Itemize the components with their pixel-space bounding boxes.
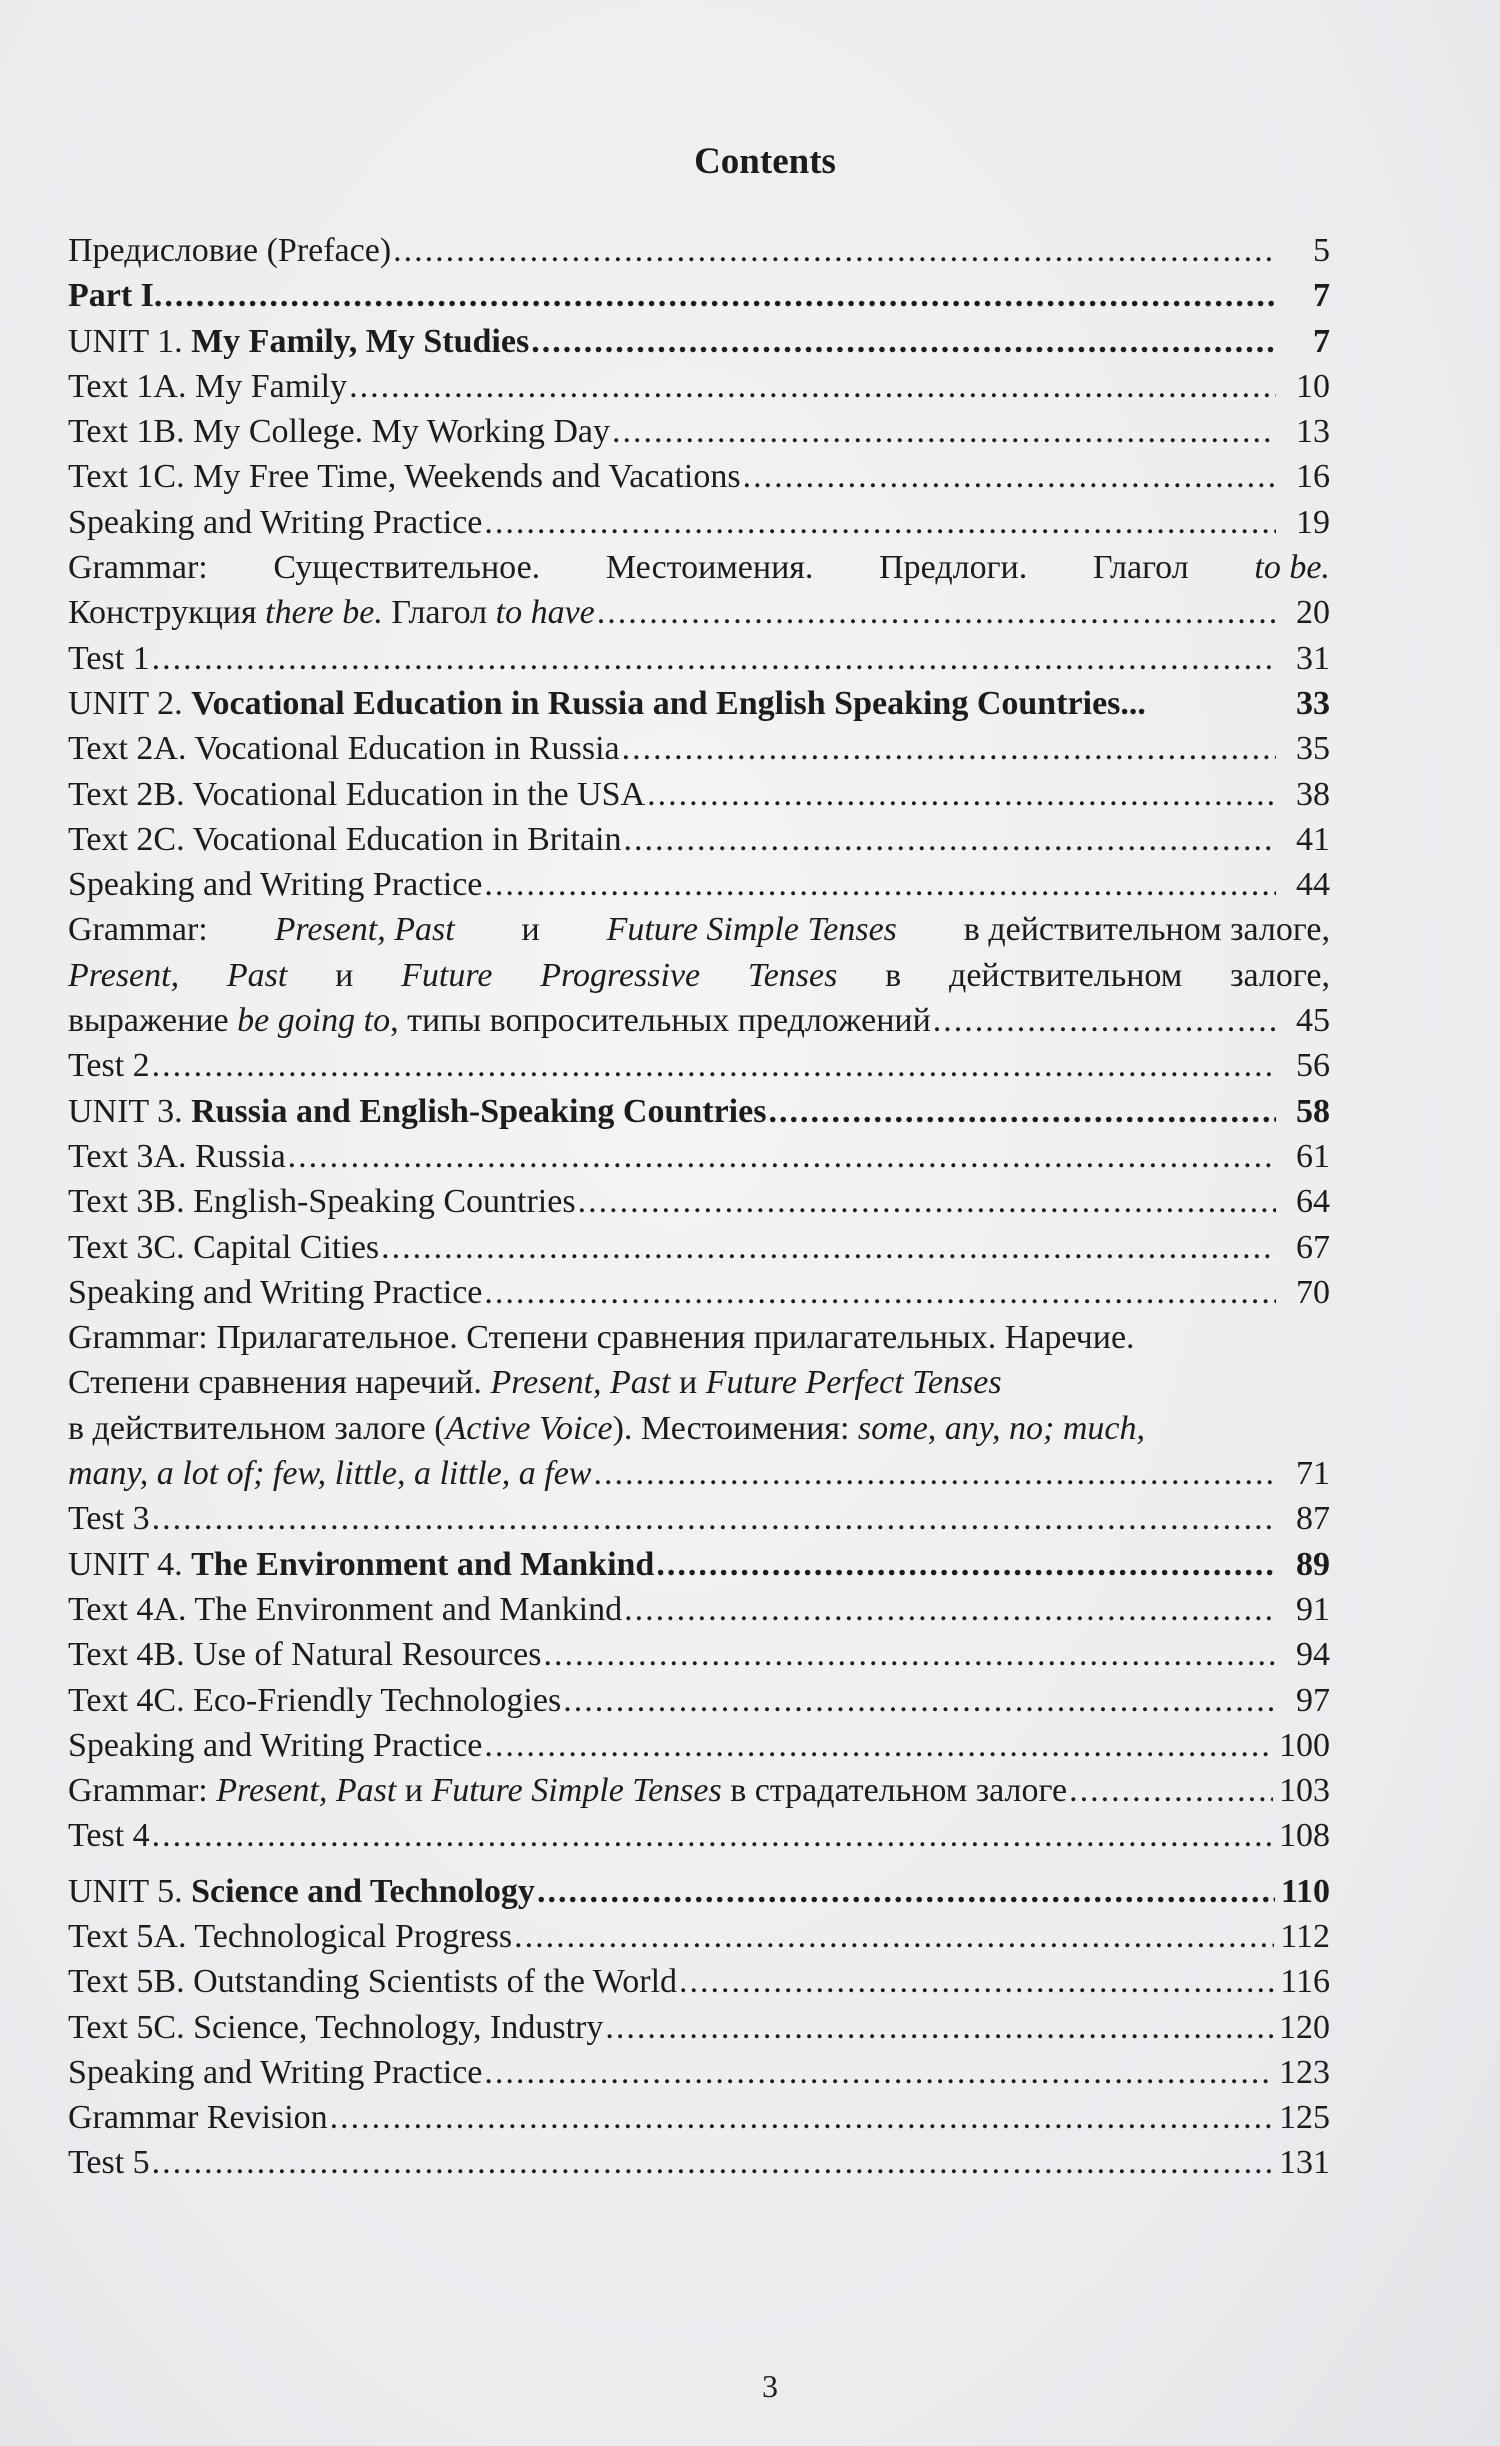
table-of-contents	[68, 228, 1330, 2186]
toc-entry-unit-4[interactable]: UNIT 4. The Environment and Mankind ..... 89	[68, 1542, 1330, 1587]
toc-entry-test-3[interactable]: Test 3 ..... 87	[68, 1496, 1330, 1541]
toc-entry-grammar-4[interactable]: Grammar: Present, Past и Future Simple Tenses в страдательном залоге ..... 103	[68, 1768, 1330, 1813]
toc-entry-text-5a[interactable]: Text 5A. Technological Progress ..... 112	[68, 1914, 1330, 1959]
page-title: Contents	[694, 141, 836, 182]
toc-entry-grammar-2-line3[interactable]: выражение be going to, типы вопросительных предложений ..... 45	[68, 998, 1330, 1043]
toc-entry-unit-5[interactable]: UNIT 5. Science and Technology ..... 110	[68, 1869, 1330, 1914]
toc-entry-speaking-3[interactable]: Speaking and Writing Practice ..... 70	[68, 1270, 1330, 1315]
toc-entry-grammar-3-line1[interactable]: Grammar: Прилагательное. Степени сравнения прилагательных. Наречие.	[68, 1319, 1135, 1357]
toc-entry-text-4a[interactable]: Text 4A. The Environment and Mankind ..... 91	[68, 1587, 1330, 1632]
toc-entry-text-4c[interactable]: Text 4C. Eco-Friendly Technologies ..... 97	[68, 1678, 1330, 1723]
toc-entry-text-1c[interactable]: Text 1C. My Free Time, Weekends and Vacations ..... 16	[68, 454, 1330, 499]
toc-entry-grammar-3-line2[interactable]: Степени сравнения наречий. Present, Past и Future Perfect Tenses	[68, 1364, 1002, 1402]
toc-entry-text-1a[interactable]: Text 1A. My Family ..... 10	[68, 364, 1330, 409]
toc-entry-grammar-revision[interactable]: Grammar Revision ..... 125	[68, 2095, 1330, 2140]
toc-entry-unit-3[interactable]: UNIT 3. Russia and English-Speaking Countries ..... 58	[68, 1089, 1330, 1134]
toc-entry-text-5b[interactable]: Text 5B. Outstanding Scientists of the World ..... 116	[68, 1959, 1330, 2004]
toc-entry-text-2c[interactable]: Text 2C. Vocational Education in Britain ..... 41	[68, 817, 1330, 862]
toc-entry-test-4[interactable]: Test 4 ..... 108	[68, 1813, 1330, 1858]
page-number: 3	[762, 2368, 778, 2404]
toc-entry-test-1[interactable]: Test 1 ..... 31	[68, 636, 1330, 681]
toc-entry-grammar-2-line1[interactable]: Grammar: Present, Past и Future Simple Tenses в действительном залоге,	[68, 911, 1330, 949]
toc-entry-part-1[interactable]: Part I. ..... 7	[68, 273, 1330, 318]
toc-entry-speaking-2[interactable]: Speaking and Writing Practice ..... 44	[68, 862, 1330, 907]
toc-entry-speaking-4[interactable]: Speaking and Writing Practice ..... 100	[68, 1723, 1330, 1768]
toc-entry-test-5[interactable]: Test 5 ..... 131	[68, 2140, 1330, 2185]
toc-entry-grammar-2-line2[interactable]: Present, Past и Future Progressive Tenses в действительном залоге,	[68, 956, 1330, 994]
toc-entry-speaking-1[interactable]: Speaking and Writing Practice ..... 19	[68, 500, 1330, 545]
toc-entry-text-2a[interactable]: Text 2A. Vocational Education in Russia ..... 35	[68, 726, 1330, 771]
toc-entry-unit-1[interactable]: UNIT 1. My Family, My Studies ..... 7	[68, 319, 1330, 364]
toc-entry-grammar-1-line2[interactable]: Конструкция there be. Глагол to have ..... 20	[68, 590, 1330, 635]
toc-entry-grammar-3-line4[interactable]: many, a lot of; few, little, a little, a few ..... 71	[68, 1451, 1330, 1496]
toc-entry-speaking-5[interactable]: Speaking and Writing Practice ..... 123	[68, 2050, 1330, 2095]
toc-entry-unit-2[interactable]: UNIT 2. Vocational Education in Russia and English Speaking Countries... 33	[68, 684, 1330, 722]
toc-entry-text-4b[interactable]: Text 4B. Use of Natural Resources ..... 94	[68, 1632, 1330, 1677]
toc-entry-grammar-1-line1[interactable]: Grammar: Существительное. Местоимения. Предлоги. Глагол to be.	[68, 549, 1330, 587]
toc-entry-text-2b[interactable]: Text 2B. Vocational Education in the USA ..... 38	[68, 772, 1330, 817]
toc-entry-text-5c[interactable]: Text 5C. Science, Technology, Industry ..... 120	[68, 2005, 1330, 2050]
toc-entry-preface[interactable]: Предисловие (Preface) ..... 5	[68, 228, 1330, 273]
toc-entry-grammar-3-line3[interactable]: в действительном залоге (Active Voice). Местоимения: some, any, no; much,	[68, 1409, 1145, 1447]
toc-entry-text-1b[interactable]: Text 1B. My College. My Working Day ..... 13	[68, 409, 1330, 454]
toc-entry-test-2[interactable]: Test 2 ..... 56	[68, 1043, 1330, 1088]
toc-entry-text-3c[interactable]: Text 3C. Capital Cities ..... 67	[68, 1225, 1330, 1270]
toc-entry-text-3a[interactable]: Text 3A. Russia ..... 61	[68, 1134, 1330, 1179]
toc-entry-text-3b[interactable]: Text 3B. English-Speaking Countries ..... 64	[68, 1179, 1330, 1224]
